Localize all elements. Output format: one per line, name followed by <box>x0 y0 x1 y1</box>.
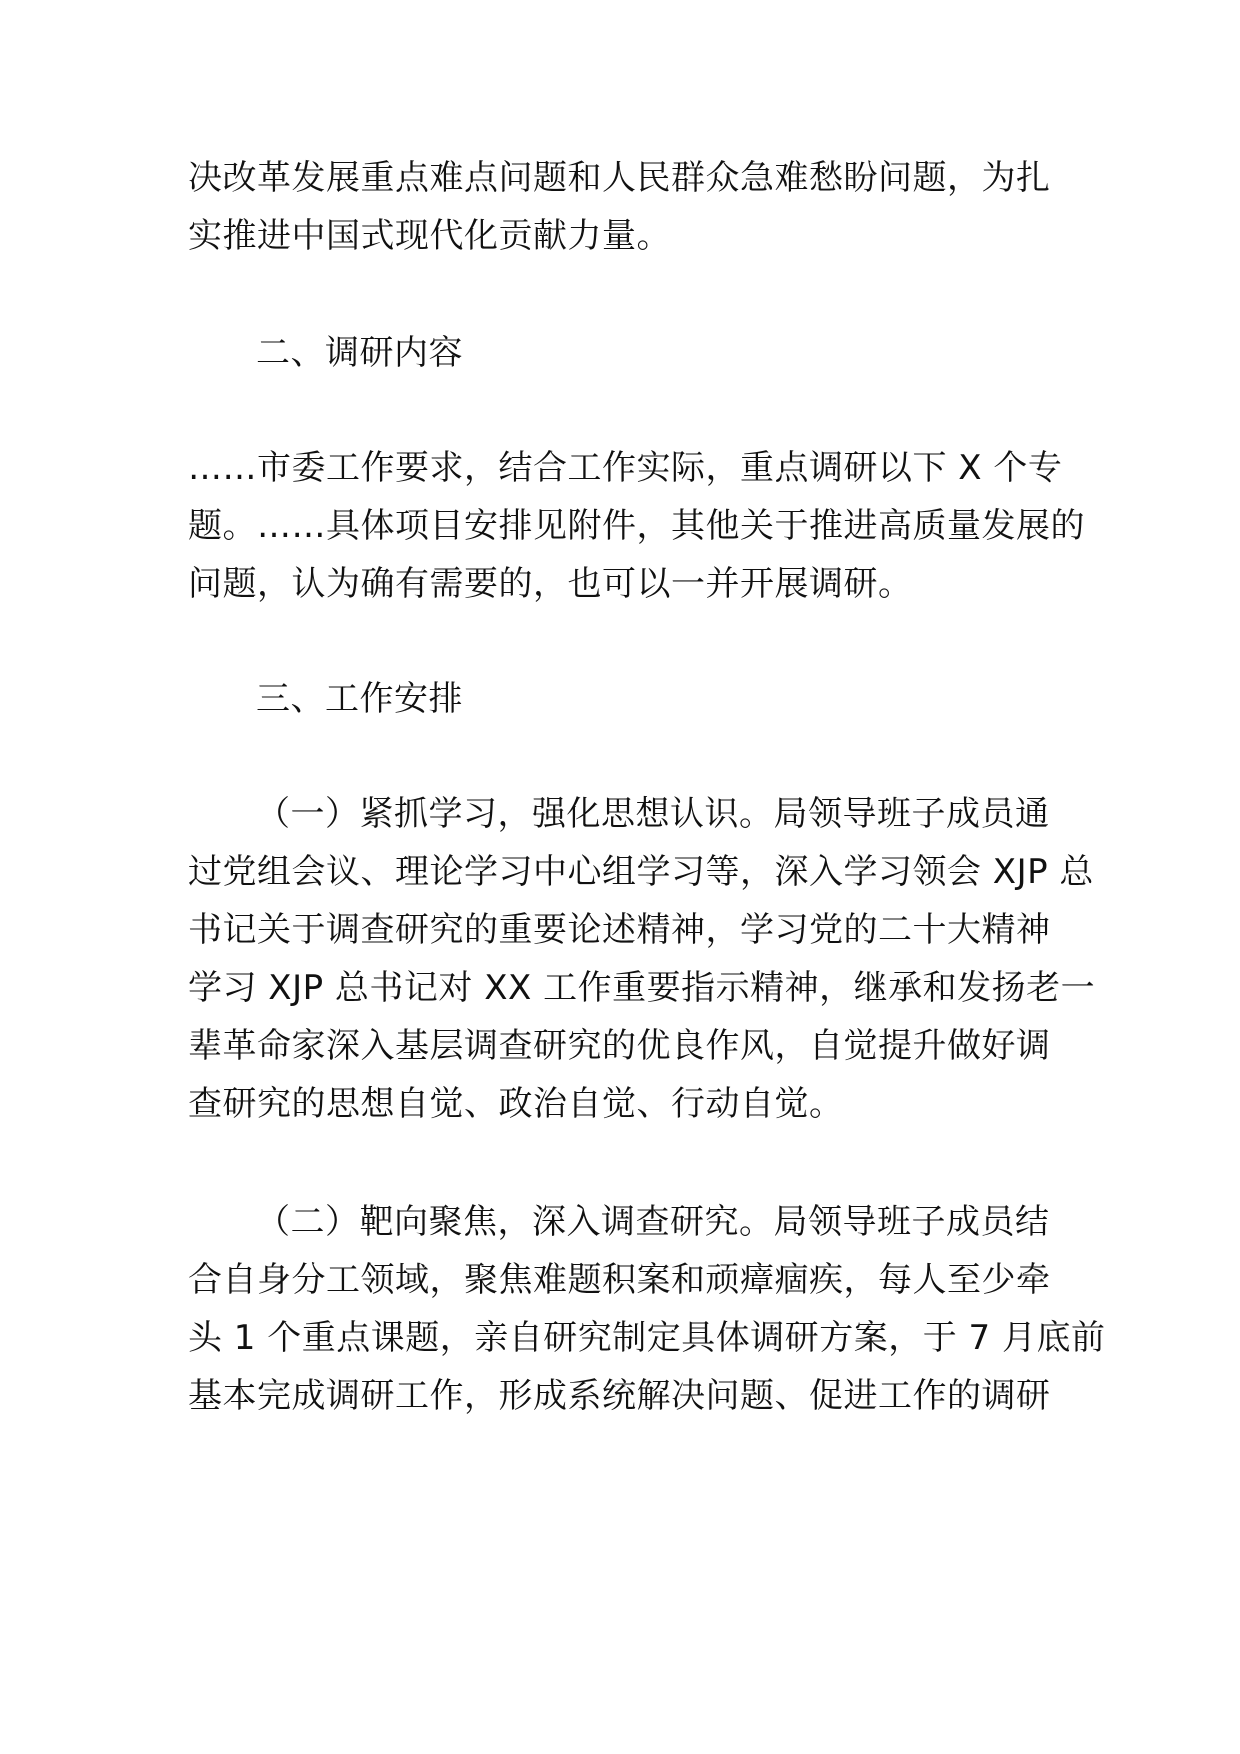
section-heading: 二、调研内容 <box>256 333 463 373</box>
paragraph-line: 题。……具体项目安排见附件，其他关于推进高质量发展的 <box>188 506 1085 546</box>
paragraph-line: 合自身分工领域，聚焦难题积案和顽瘴痼疾，每人至少牵 <box>188 1260 1051 1300</box>
paragraph-line: （二）靶向聚焦，深入调查研究。局领导班子成员结 <box>256 1202 1050 1242</box>
paragraph-line: 书记关于调查研究的重要论述精神，学习党的二十大精神 <box>188 910 1051 950</box>
paragraph-line: 基本完成调研工作，形成系统解决问题、促进工作的调研 <box>188 1376 1051 1416</box>
paragraph-line: 学习 XJP 总书记对 XX 工作重要指示精神，继承和发扬老一 <box>188 968 1096 1008</box>
paragraph-line: ……市委工作要求，结合工作实际，重点调研以下 X 个专 <box>188 448 1063 488</box>
paragraph-line: 头 1 个重点课题，亲自研究制定具体调研方案，于 7 月底前 <box>188 1318 1106 1358</box>
paragraph-line: 实推进中国式现代化贡献力量。 <box>188 216 671 256</box>
section-heading: 三、工作安排 <box>256 679 463 719</box>
paragraph-line: （一）紧抓学习，强化思想认识。局领导班子成员通 <box>256 794 1050 834</box>
paragraph-line: 问题，认为确有需要的，也可以一并开展调研。 <box>188 564 913 604</box>
paragraph-line: 查研究的思想自觉、政治自觉、行动自觉。 <box>188 1084 844 1124</box>
paragraph-line: 决改革发展重点难点问题和人民群众急难愁盼问题，为扎 <box>188 158 1051 198</box>
paragraph-line: 过党组会议、理论学习中心组学习等，深入学习领会 XJP 总 <box>188 852 1094 892</box>
paragraph-line: 辈革命家深入基层调查研究的优良作风，自觉提升做好调 <box>188 1026 1051 1066</box>
